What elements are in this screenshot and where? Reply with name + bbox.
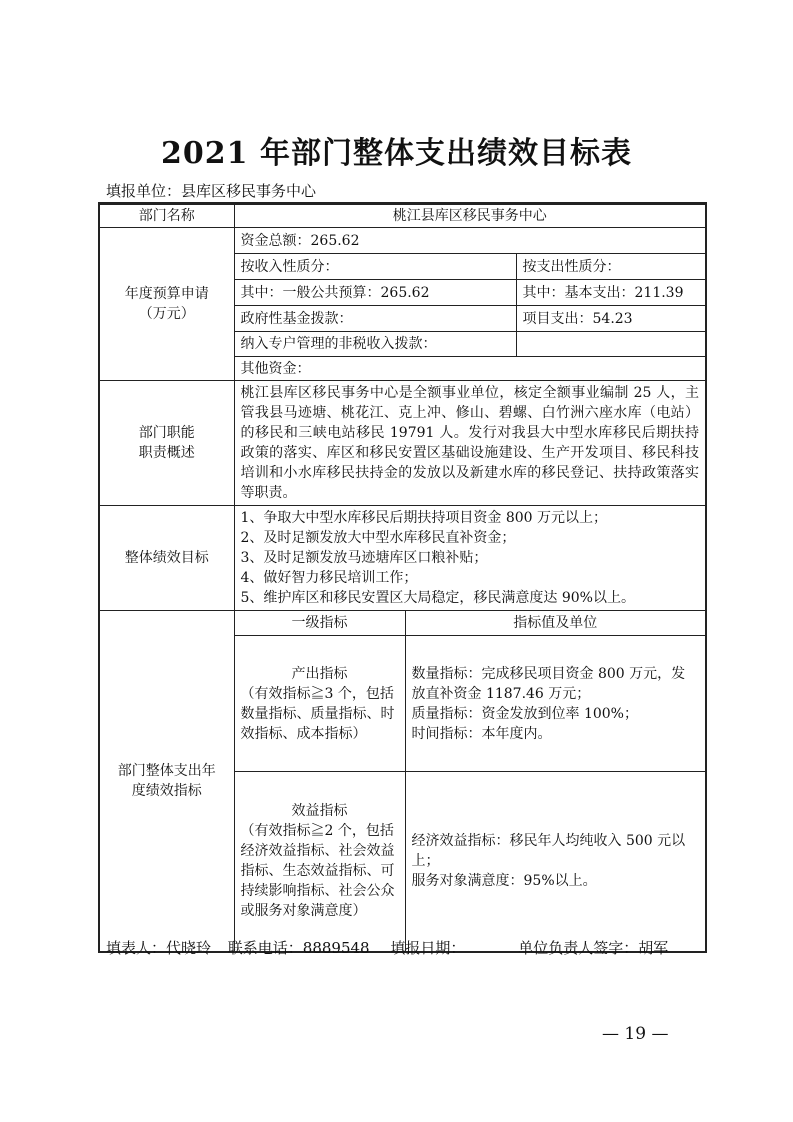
output-indicator — [234, 636, 405, 772]
dept-name-label: 部门名称 — [99, 205, 234, 228]
goal-item: 3、及时足额发放马迹塘库区口粮补贴； — [240, 550, 488, 566]
output-value-item: 时间指标：本年度内。 — [411, 725, 552, 742]
nontax-empty — [516, 332, 706, 357]
footer — [106, 937, 668, 958]
page-title: 2021 年部门整体支出绩效目标表 — [161, 136, 632, 171]
goal-list — [234, 506, 706, 611]
by-expense: 按支出性质分： — [516, 254, 706, 280]
goal-item: 2、及时足额发放大中型水库移民直补资金； — [240, 530, 516, 546]
benefit-values — [405, 772, 706, 952]
nontax-funds: 纳入专户管理的非税收入拨款： — [234, 332, 516, 357]
duty-label: 部门职能 职责概述 — [99, 381, 234, 506]
signer: 单位负责人签字：胡军 — [518, 939, 669, 957]
indicator-label: 部门整体支出年 度绩效指标 — [99, 611, 234, 952]
col-level1-header: 一级指标 — [234, 611, 405, 636]
col-value-header: 指标值及单位 — [405, 611, 706, 636]
dept-name-value: 桃江县库区移民事务中心 — [234, 205, 706, 228]
by-income: 按收入性质分： — [234, 254, 516, 280]
benefit-title: 效益指标 — [291, 803, 348, 820]
performance-table — [98, 202, 707, 953]
benefit-value-item: 经济效益指标：移民年人均纯收入 500 元以上； — [411, 833, 686, 870]
project-expense: 项目支出：54.23 — [516, 306, 706, 332]
benefit-desc: （有效指标≧2 个，包括经济效益指标、社会效益指标、生态效益指标、可持续影响指标、社会公众或服务对象满意度） — [240, 823, 395, 920]
fill-unit: 填报单位：县库区移民事务中心 — [106, 182, 317, 200]
goal-item: 5、维护库区和移民安置区大局稳定，移民满意度达 90%以上。 — [240, 590, 635, 606]
other-funds: 其他资金： — [234, 357, 706, 381]
goal-item: 1、争取大中型水库移民后期扶持项目资金 800 万元以上； — [240, 510, 608, 526]
total-funds: 资金总额：265.62 — [234, 228, 706, 254]
output-title: 产出指标 — [291, 665, 348, 682]
gov-fund: 政府性基金拨款： — [234, 306, 516, 332]
benefit-indicator — [234, 772, 405, 952]
output-values — [405, 636, 706, 772]
basic-expense: 其中：基本支出：211.39 — [516, 280, 706, 306]
goal-item: 4、做好智力移民培训工作； — [240, 570, 418, 586]
benefit-value-item: 服务对象满意度：95%以上。 — [411, 873, 597, 890]
filler: 填表人：代晓玲 — [106, 939, 212, 957]
duty-text: 桃江县库区移民事务中心是全额事业单位，核定全额事业编制 25 人，主管我县马迹塘、桃花江、克上冲、修山、碧螺、白竹洲六座水库（电站）的移民和三峡电站移民 19791 人。发行对我县大中型水库移民后期扶持政策的落实、库区和移民安置区基础设施建设、生产开发项目、移民科技培训和小水库移民扶持金的发放以及新建水库的移民登记、扶持政策落实等职责。 — [234, 381, 706, 506]
general-budget: 其中：一般公共预算：265.62 — [234, 280, 516, 306]
output-value-item: 质量指标：资金发放到位率 100%； — [411, 705, 638, 722]
goal-label: 整体绩效目标 — [99, 506, 234, 611]
page-number: — 19 — — [602, 1024, 669, 1044]
output-desc: （有效指标≧3 个，包括数量指标、质量指标、时效指标、成本指标） — [240, 685, 395, 742]
output-value-item: 数量指标：完成移民项目资金 800 万元，发放直补资金 1187.46 万元； — [411, 665, 686, 702]
budget-label: 年度预算申请 （万元） — [99, 228, 234, 381]
fill-date: 填报日期： — [390, 939, 466, 957]
phone: 联系电话：8889548 — [227, 939, 370, 957]
